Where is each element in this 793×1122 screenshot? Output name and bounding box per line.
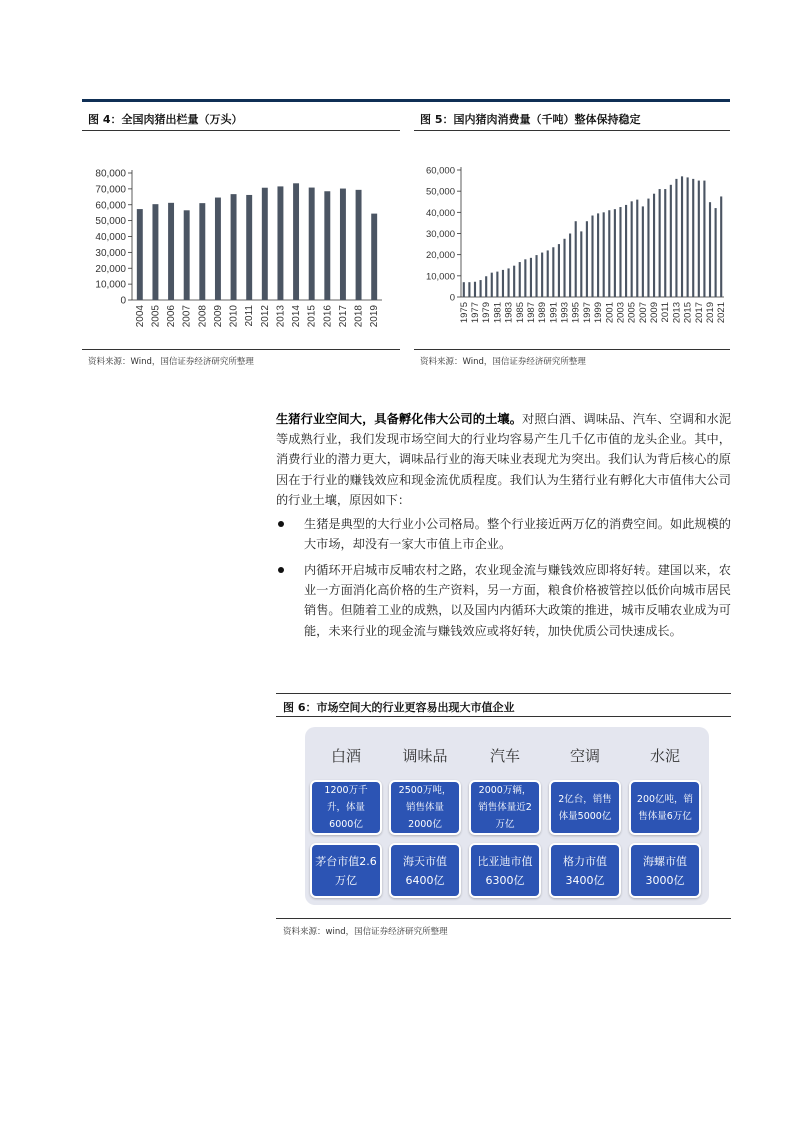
- x-tick-label: 1981: [492, 302, 504, 324]
- x-tick-label: 1975: [458, 302, 470, 324]
- bar: [491, 273, 493, 297]
- figure6-title-rule: [276, 716, 731, 717]
- bar: [340, 189, 346, 300]
- bar: [480, 280, 482, 297]
- x-tick-label: 2001: [604, 302, 616, 324]
- bar: [647, 199, 649, 297]
- industry-scale-box: 2000万辆，销售体量近2万亿: [469, 780, 541, 835]
- figure5-source: 资料来源：Wind，国信证券经济研究所整理: [420, 357, 586, 367]
- figure6-bottom-rule: [276, 918, 731, 919]
- bar: [698, 181, 700, 297]
- bar: [603, 212, 605, 297]
- industry-scale-box: 2500万吨，销售体量2000亿: [389, 780, 461, 835]
- bar: [524, 259, 526, 297]
- body-heading: 生猪行业空间大，具备孵化伟大公司的土壤。: [276, 412, 523, 426]
- bar: [530, 258, 532, 297]
- figure6-source: 资料来源：wind，国信证券经济研究所整理: [283, 927, 448, 937]
- figure4-title: 图 4：全国肉猪出栏量（万头）: [88, 113, 243, 126]
- x-tick-label: 1983: [503, 302, 515, 324]
- bar: [619, 207, 621, 297]
- bar: [199, 203, 205, 300]
- bar: [563, 239, 565, 297]
- bar: [631, 201, 633, 297]
- figure4-title-rule: [82, 130, 400, 131]
- bar: [552, 247, 554, 297]
- y-tick-label: 0: [449, 292, 455, 304]
- bar: [541, 253, 543, 297]
- x-tick-label: 2007: [637, 302, 649, 324]
- bar: [496, 272, 498, 297]
- x-tick-label: 2015: [306, 305, 318, 328]
- figure5-title: 图 5：国内猪肉消费量（千吨）整体保持稳定: [420, 113, 641, 126]
- x-tick-label: 2011: [660, 302, 672, 323]
- y-tick-label: 10,000: [425, 271, 455, 283]
- bar: [468, 282, 470, 297]
- industry-scale-box: 2亿台，销售体量5000亿: [549, 780, 621, 835]
- bar: [569, 234, 571, 298]
- bar: [371, 214, 377, 300]
- y-tick-label: 30,000: [425, 229, 455, 240]
- bullet-item: [276, 514, 731, 554]
- y-tick-label: 80,000: [95, 168, 126, 180]
- y-tick-label: 40,000: [425, 207, 455, 219]
- bar: [519, 262, 521, 297]
- x-tick-label: 2009: [212, 305, 224, 328]
- x-tick-label: 2017: [337, 305, 349, 328]
- company-value-box: 格力市值3400亿: [549, 843, 621, 898]
- bar: [356, 190, 362, 300]
- bullet-item: [276, 560, 731, 641]
- bar: [687, 177, 689, 297]
- bar: [586, 221, 588, 297]
- bar: [463, 282, 465, 297]
- bar: [152, 204, 158, 300]
- industry-name: 水泥: [649, 746, 680, 765]
- x-tick-label: 2018: [353, 305, 365, 328]
- bullet-dot-icon: [278, 521, 284, 527]
- bar: [535, 255, 537, 297]
- x-tick-label: 2011: [244, 305, 256, 327]
- x-tick-label: 2008: [197, 305, 209, 328]
- bullet-text: 生猪是典型的大行业小公司格局。整个行业接近两万亿的消费空间。如此规模的大市场，却没有一家大市值上市企业。: [304, 517, 731, 552]
- y-tick-label: 20,000: [425, 250, 455, 262]
- y-tick-label: 60,000: [95, 200, 126, 212]
- x-tick-label: 2005: [150, 305, 162, 328]
- bar: [231, 194, 237, 300]
- x-tick-label: 2014: [291, 305, 303, 328]
- header-rule: [82, 99, 730, 102]
- y-tick-label: 30,000: [95, 247, 126, 259]
- y-tick-label: 40,000: [95, 232, 126, 243]
- x-tick-label: 2007: [181, 305, 193, 328]
- company-value-box: 海天市值6400亿: [389, 843, 461, 898]
- figure5-chart: [414, 160, 730, 340]
- bar: [709, 202, 711, 297]
- bar: [508, 268, 510, 297]
- bar: [681, 176, 683, 297]
- y-tick-label: 0: [120, 295, 126, 307]
- bar: [642, 206, 644, 297]
- company-value-box: 茅台市值2.6万亿: [310, 843, 382, 898]
- bar: [591, 216, 593, 297]
- bar: [575, 221, 577, 297]
- y-tick-label: 70,000: [95, 184, 126, 196]
- x-tick-label: 1977: [469, 302, 481, 324]
- bar: [277, 186, 283, 300]
- industry-name: 空调: [569, 746, 600, 765]
- bar: [659, 189, 661, 297]
- y-tick-label: 50,000: [425, 186, 455, 198]
- x-tick-label: 2019: [705, 302, 717, 324]
- bar: [309, 188, 315, 300]
- x-tick-label: 2010: [228, 305, 240, 328]
- x-tick-label: 1993: [559, 302, 571, 324]
- x-tick-label: 1985: [514, 302, 526, 324]
- x-tick-label: 2017: [693, 302, 705, 324]
- bar: [670, 185, 672, 297]
- industry-name: 调味品: [402, 746, 448, 765]
- x-tick-label: 1995: [570, 302, 582, 324]
- bar: [636, 200, 638, 297]
- figure5-title-rule: [414, 130, 730, 131]
- bar: [675, 179, 677, 297]
- x-tick-label: 1991: [548, 302, 560, 324]
- x-tick-label: 2004: [134, 305, 146, 328]
- bar: [474, 282, 476, 297]
- x-tick-label: 1979: [481, 302, 493, 324]
- company-value-box: 海螺市值3000亿: [629, 843, 701, 898]
- bar: [653, 194, 655, 297]
- bar: [580, 231, 582, 297]
- bar: [547, 250, 549, 297]
- x-tick-label: 2005: [626, 302, 638, 324]
- figure6-title: 图 6：市场空间大的行业更容易出现大市值企业: [283, 701, 515, 714]
- bar: [608, 210, 610, 297]
- bar: [625, 205, 627, 297]
- x-tick-label: 1999: [593, 302, 605, 324]
- industry-name: 汽车: [489, 746, 520, 765]
- company-value-box: 比亚迪市值6300亿: [469, 843, 541, 898]
- bar: [720, 196, 722, 297]
- bar: [597, 213, 599, 297]
- industry-scale-box: 1200万千升，体量6000亿: [310, 780, 382, 835]
- bar: [246, 195, 252, 300]
- x-tick-label: 1989: [537, 302, 549, 324]
- y-tick-label: 50,000: [95, 216, 126, 228]
- bar: [485, 276, 487, 297]
- figure4-bottom-rule: [82, 349, 400, 350]
- x-tick-label: 2003: [615, 302, 627, 324]
- figure5-bottom-rule: [414, 349, 730, 350]
- x-tick-label: 2009: [649, 302, 661, 324]
- bar: [513, 266, 515, 297]
- y-tick-label: 10,000: [95, 279, 126, 291]
- x-tick-label: 2006: [166, 305, 178, 328]
- bar: [614, 209, 616, 297]
- body-paragraph-text: 对照白酒、调味品、汽车、空调和水泥等成熟行业，我们发现市场空间大的行业均容易产生几千亿市值的龙头企业。其中，消费行业的潜力更大，调味品行业的海天味业表现尤为突出。我们认为背后核心的原因在于行业的赚钱效应和现金流优质程度。我们认为生猪行业有孵化大市值伟大公司的行业土壤，原因如下：: [276, 412, 732, 507]
- bar: [168, 203, 174, 300]
- bar: [215, 198, 221, 300]
- body-paragraph: [276, 409, 731, 510]
- y-tick-label: 20,000: [95, 263, 126, 275]
- figure6-top-rule: [276, 693, 731, 694]
- bar: [293, 183, 299, 300]
- x-tick-label: 2013: [671, 302, 683, 324]
- x-tick-label: 2019: [369, 305, 381, 328]
- bar: [558, 244, 560, 297]
- industry-name: 白酒: [330, 746, 361, 765]
- bar: [703, 181, 705, 297]
- bullet-dot-icon: [278, 567, 284, 573]
- bar: [715, 208, 717, 297]
- x-tick-label: 2012: [259, 305, 271, 328]
- x-tick-label: 2013: [275, 305, 287, 328]
- industry-scale-box: 200亿吨，销售体量6万亿: [629, 780, 701, 835]
- bar: [692, 179, 694, 297]
- bar: [664, 189, 666, 297]
- x-tick-label: 1997: [581, 302, 593, 324]
- bar: [184, 210, 190, 300]
- bar: [324, 191, 330, 300]
- x-tick-label: 2021: [716, 302, 728, 324]
- bullet-text: 内循环开启城市反哺农村之路，农业现金流与赚钱效应即将好转。建国以来，农业一方面消化高价格的生产资料，另一方面，粮食价格被管控以低价向城市居民销售。但随着工业的成熟，以及国内内循环大政策的推进，城市反哺农业成为可能，未来行业的现金流与赚钱效应或将好转，加快优质公司快速成长。: [304, 563, 731, 638]
- bar: [262, 188, 268, 300]
- bar: [502, 270, 504, 297]
- figure4-chart: [82, 160, 400, 340]
- figure4-source: 资料来源：Wind，国信证券经济研究所整理: [88, 357, 254, 367]
- x-tick-label: 2016: [322, 305, 334, 328]
- x-tick-label: 1987: [525, 302, 537, 324]
- bar: [137, 209, 143, 300]
- x-tick-label: 2015: [682, 302, 694, 324]
- y-tick-label: 60,000: [425, 165, 455, 177]
